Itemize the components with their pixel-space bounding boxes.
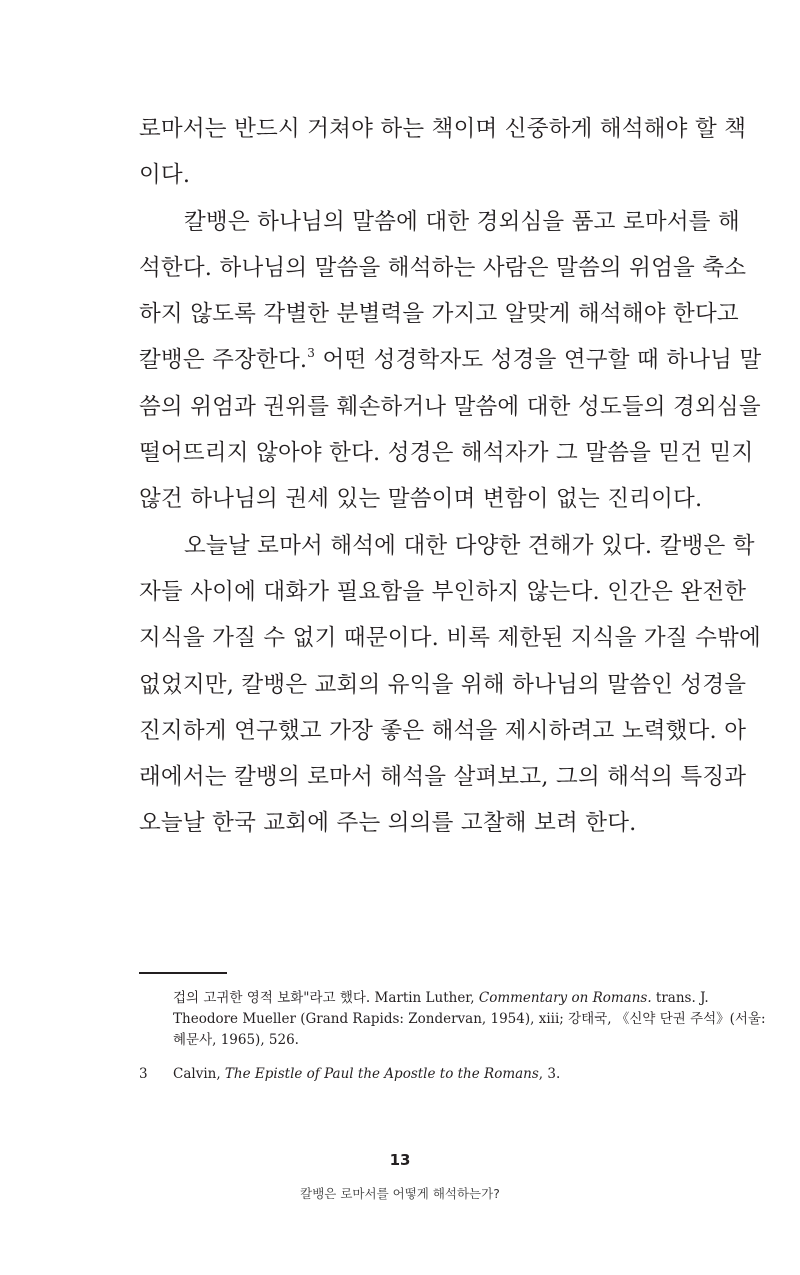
body-line-text: 칼뱅은 주장한다. <box>139 347 308 374</box>
footnote-line <box>173 1064 560 1085</box>
page-number: 13 <box>389 1151 411 1169</box>
footnote-number: 3 <box>139 1066 148 1082</box>
footnote-book-title: The Epistle of Paul the Apostle to the Romans <box>224 1066 539 1082</box>
footnote-line: 혜문사, 1965), 526. <box>173 1032 299 1048</box>
body-line: 로마서는 반드시 거쳐야 하는 책이며 신중하게 해석해야 할 책 <box>139 116 747 142</box>
body-line <box>139 337 762 383</box>
footnote-continued <box>139 988 766 1051</box>
footnote-text: 겁의 고귀한 영적 보화"라고 했다. Martin Luther, <box>173 990 479 1006</box>
footnote-text: Calvin, <box>173 1066 225 1082</box>
footnote-line: Theodore Mueller (Grand Rapids: Zondervan, 1954), xiii; 강태국, 《신약 단권 주석》(서울: <box>173 1011 766 1027</box>
body-line: 자들 사이에 대화가 필요함을 부인하지 않는다. 인간은 완전한 <box>139 578 747 605</box>
body-line: 없었지만, 칼뱅은 교회의 유익을 위해 하나님의 말씀인 성경을 <box>139 671 747 698</box>
body-line: 지식을 가질 수 없기 때문이다. 비록 제한된 지식을 가질 수밖에 <box>139 625 761 652</box>
footnote-divider <box>139 972 227 974</box>
body-line: 오늘날 한국 교회에 주는 의의를 고찰해 보려 한다. <box>139 810 637 837</box>
body-line: 칼뱅은 하나님의 말씀에 대한 경외심을 품고 로마서를 해 <box>184 208 740 235</box>
body-text <box>139 106 762 847</box>
body-line: 진지하게 연구했고 가장 좋은 해석을 제시하려고 노력했다. 아 <box>139 717 747 744</box>
body-line: 오늘날 로마서 해석에 대한 다양한 견해가 있다. 칼뱅은 학 <box>184 532 755 559</box>
body-line: 이다. <box>139 162 191 189</box>
body-line: 떨어뜨리지 않아야 한다. 성경은 해석자가 그 말씀을 믿건 믿지 <box>139 440 754 467</box>
footnote-text: , 3. <box>538 1066 561 1082</box>
footnotes <box>139 988 766 1085</box>
body-line-text: 어떤 성경학자도 성경을 연구할 때 하나님 말 <box>315 347 762 374</box>
body-line: 하지 않도록 각별한 분별력을 가지고 알맞게 해석해야 한다고 <box>139 301 739 328</box>
footnote-3 <box>139 1064 687 1085</box>
footnote-reference-3[interactable]: 3 <box>307 346 316 361</box>
footnote-text: trans. J. <box>651 990 709 1006</box>
body-line: 않건 하나님의 권세 있는 말씀이며 변함이 없는 진리이다. <box>139 486 703 513</box>
running-footer: 칼뱅은 로마서를 어떻게 해석하는가? <box>300 1186 500 1201</box>
footnote-line <box>173 988 709 1009</box>
body-line: 씀의 위엄과 권위를 훼손하거나 말씀에 대한 성도들의 경외심을 <box>139 393 761 420</box>
body-line: 래에서는 칼뱅의 로마서 해석을 살펴보고, 그의 해석의 특징과 <box>139 764 747 791</box>
body-line: 석한다. 하나님의 말씀을 해석하는 사람은 말씀의 위엄을 축소 <box>139 254 747 281</box>
footnote-book-title: Commentary on Romans. <box>478 990 652 1006</box>
